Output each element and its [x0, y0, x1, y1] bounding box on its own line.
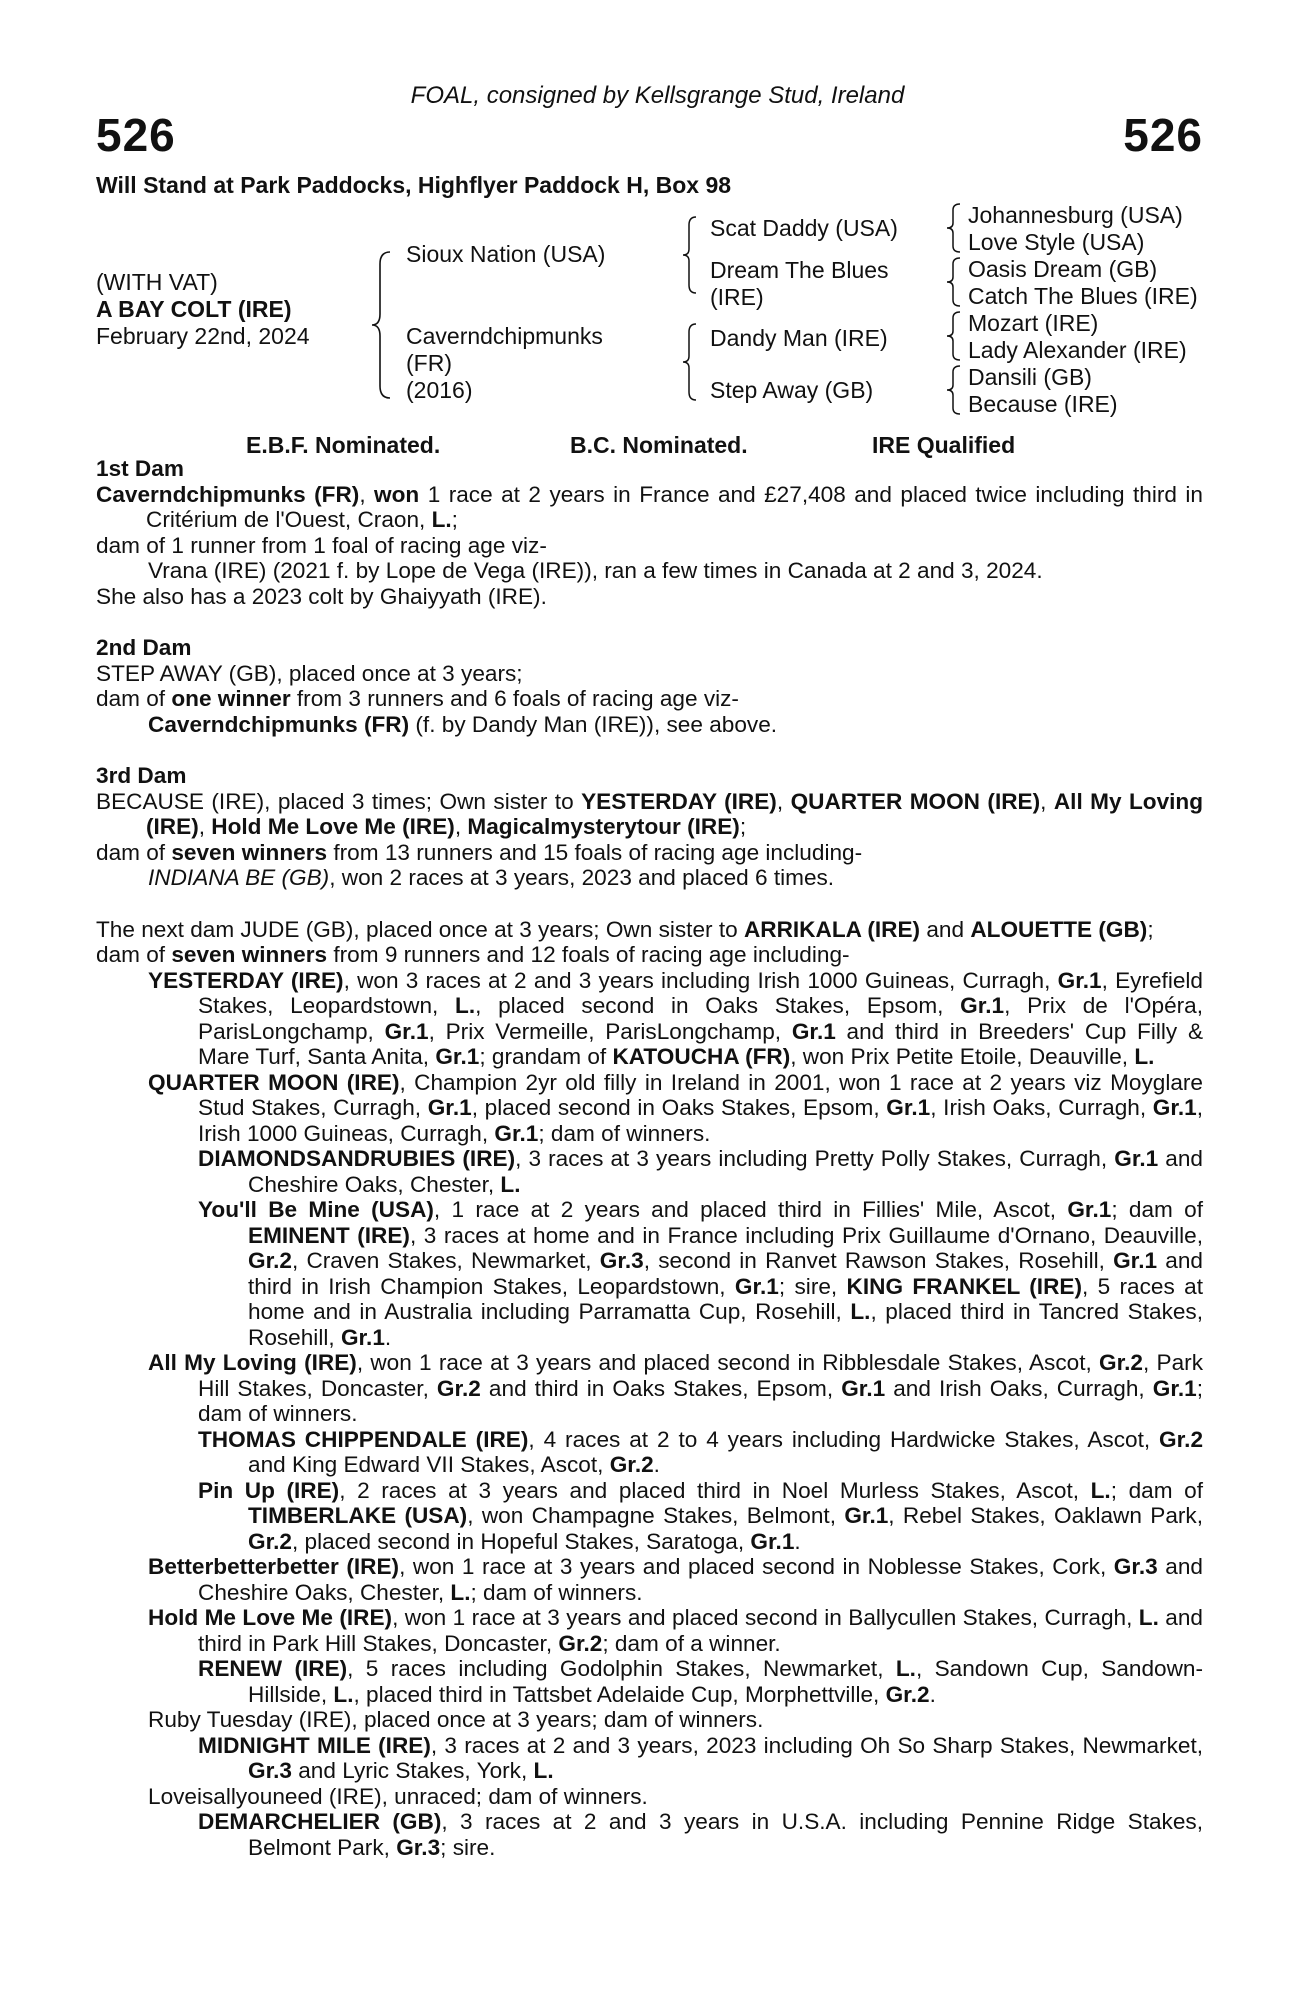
text-run: , 3 races at 3 years including Pretty Polly Stakes, Curragh,: [515, 1146, 1115, 1171]
bold-run: Betterbetterbetter (IRE): [148, 1554, 400, 1579]
bold-run: Gr.2: [558, 1630, 603, 1656]
produce-entry: [96, 1350, 1203, 1427]
bold-run: Gr.1: [886, 1095, 931, 1120]
text-run: .: [794, 1528, 801, 1554]
sibling-name: Magicalmysterytour (IRE): [467, 814, 740, 839]
vat-note: (WITH VAT): [96, 269, 218, 295]
bold-run: YESTERDAY (IRE): [148, 967, 344, 993]
pedigree-brace-sire: [680, 215, 700, 295]
first-dam-record: Caverndchipmunks (FR), won 1 race at 2 years in France and £27,408 and placed twice including third in Critérium de l'Ouest, Craon, L.;: [96, 481, 1203, 532]
bold-run: EMINENT (IRE): [248, 1222, 410, 1248]
text-run: and Irish Oaks, Curragh,: [885, 1375, 1153, 1401]
text: ,: [198, 814, 212, 839]
first-dam-heading: 1st Dam: [96, 456, 184, 481]
text-run: , Rebel Stakes, Oaklawn Park,: [888, 1503, 1204, 1528]
bold-run: Gr.2: [1159, 1426, 1204, 1452]
bold-run: Gr.1: [340, 1324, 385, 1350]
text: ;: [1147, 916, 1154, 942]
pedigree-dss: Mozart (IRE): [968, 310, 1099, 336]
text-run: .: [929, 1681, 936, 1707]
first-dam-won: won: [374, 481, 420, 507]
text-run: , 3 races at 2 and 3 years, 2023 including Oh So Sharp Stakes, Newmarket,: [430, 1732, 1203, 1758]
text-run: , won Prix Petite Etoile, Deauville,: [790, 1044, 1135, 1069]
stabling-location: Will Stand at Park Paddocks, Highflyer Paddock H, Box 98: [96, 172, 732, 198]
text-run: and third in Park Hill Stakes, Doncaster,: [198, 1605, 1203, 1656]
pedigree-brace-sd: [944, 256, 964, 308]
text-run: , Prix Vermeille, ParisLongchamp,: [428, 1018, 792, 1044]
text-run: ; dam of: [1110, 1477, 1203, 1503]
bc-nomination: B.C. Nominated.: [570, 432, 748, 458]
text-run: ; dam of winners.: [198, 1375, 1204, 1426]
horse-name: A BAY COLT (IRE): [96, 296, 292, 322]
bold-run: MIDNIGHT MILE (IRE): [198, 1732, 431, 1758]
pedigree-sire-sire: Scat Daddy (USA): [710, 215, 898, 241]
text-run: and King Edward VII Stakes, Ascot,: [248, 1452, 610, 1477]
produce-sub-entry: [96, 1197, 1203, 1350]
text-run: , 2 races at 3 years and placed third in Noel Murless Stakes, Ascot,: [339, 1477, 1091, 1503]
text-run: .: [384, 1324, 392, 1350]
text-run: , 4 races at 2 to 4 years including Hardwicke Stakes, Ascot,: [528, 1426, 1160, 1452]
text: dam of: [96, 839, 172, 865]
bold-run: L.: [333, 1681, 354, 1707]
bold-run: Gr.1: [1152, 1095, 1197, 1120]
bold-run: TIMBERLAKE (USA): [248, 1503, 468, 1528]
third-dam-foal: [96, 865, 1203, 891]
next-dam-record: [96, 917, 1203, 943]
produce-entry: [96, 1554, 1203, 1605]
text: , won 2 races at 3 years, 2023 and placed 6 times.: [329, 865, 835, 890]
produce-entry: [96, 968, 1203, 1070]
bold-run: Gr.1: [494, 1120, 539, 1146]
pedigree-brace-dam: [680, 322, 700, 402]
pedigree-dsd: Lady Alexander (IRE): [968, 337, 1187, 363]
pedigree-brace-ds: [944, 310, 964, 362]
text: BECAUSE (IRE), placed 3 times; Own sister to: [96, 788, 582, 814]
bold-run: THOMAS CHIPPENDALE (IRE): [198, 1426, 529, 1452]
text-run: , placed second in Oaks Stakes, Epsom,: [475, 993, 961, 1018]
text: from 3 runners and 6 foals of racing age viz-: [290, 686, 739, 711]
text: dam of: [96, 686, 172, 711]
bold-run: L.: [850, 1299, 871, 1324]
bold-run: Gr.1: [1067, 1197, 1112, 1222]
next-dam-produce-intro: [96, 942, 1203, 968]
text-run: , placed third in Tancred Stakes, Rosehill,: [248, 1299, 1204, 1350]
bold-run: Gr.1: [1152, 1375, 1197, 1401]
text-run: , 1 race at 2 years and placed third in Fillies' Mile, Ascot,: [433, 1197, 1068, 1222]
third-dam-produce-intro: [96, 840, 1203, 866]
bold-run: L.: [1090, 1477, 1111, 1503]
text-run: , Champion 2yr old filly in Ireland in 2001, won 1 race at 2 years viz Moyglare Stud Stakes, Curragh,: [198, 1069, 1203, 1120]
text-run: , Sandown Cup, Sandown-Hillside,: [248, 1656, 1203, 1707]
second-dam-heading: 2nd Dam: [96, 635, 192, 660]
bold-run: KING FRANKEL (IRE): [846, 1273, 1082, 1299]
pedigree-sire: Sioux Nation (USA): [406, 241, 606, 267]
first-dam-produce-intro: dam of 1 runner from 1 foal of racing age viz-: [96, 532, 547, 558]
bold-run: Gr.2: [248, 1528, 292, 1554]
pedigree-dam-sire: Dandy Man (IRE): [710, 325, 888, 351]
lot-number-left: 526: [96, 109, 176, 161]
consignment-line: FOAL, consigned by Kellsgrange Stud, Ireland: [410, 82, 905, 109]
bold-run: L.: [500, 1171, 521, 1197]
text-run: ; dam of: [1111, 1197, 1203, 1222]
family-text: [96, 456, 1203, 1860]
text-run: ; dam of a winner.: [602, 1630, 781, 1656]
text: (f. by Dandy Man (IRE)), see above.: [409, 711, 778, 737]
second-dam-produce-intro: [96, 686, 1203, 712]
bold-run: Gr.3: [248, 1758, 292, 1783]
produce-list: [96, 968, 1203, 1861]
bold-run: DIAMONDSANDRUBIES (IRE): [198, 1146, 516, 1171]
text-run: , placed third in Tattsbet Adelaide Cup, Morphettville,: [353, 1681, 886, 1707]
foaling-date: February 22nd, 2024: [96, 323, 310, 349]
text-run: , Park Hill Stakes, Doncaster,: [198, 1350, 1203, 1401]
bold-run: Gr.1: [791, 1018, 836, 1044]
bold-run: Gr.3: [396, 1834, 441, 1860]
bold-run: Hold Me Love Me (IRE): [148, 1605, 393, 1630]
produce-entry: [96, 1605, 1203, 1656]
bold-run: Gr.1: [750, 1528, 795, 1554]
pedigree-sdd: Catch The Blues (IRE): [968, 283, 1198, 309]
bold-run: Gr.1: [1114, 1146, 1159, 1171]
bold-run: Gr.1: [960, 993, 1005, 1018]
bold-run: RENEW (IRE): [198, 1656, 348, 1681]
pedigree-brace-main: [368, 250, 396, 400]
bold-run: Gr.2: [248, 1248, 292, 1273]
text-run: and Lyric Stakes, York,: [291, 1758, 534, 1783]
text-run: Ruby Tuesday (IRE), placed once at 3 years; dam of winners.: [148, 1707, 764, 1732]
ire-qualified: IRE Qualified: [872, 432, 1016, 458]
text: from 13 runners and 15 foals of racing age including-: [327, 839, 863, 865]
pedigree-dam-line2: (FR): [406, 350, 452, 376]
text: dam of: [96, 942, 172, 967]
pedigree-dam-dam: Step Away (GB): [710, 377, 874, 403]
text-run: ; sire.: [440, 1834, 496, 1860]
winners-count: one winner: [171, 686, 291, 711]
second-dam-record: STEP AWAY (GB), placed once at 3 years;: [96, 660, 523, 686]
first-dam-text: 1 race at 2 years in France and £27,408 and placed twice including third in Critérium de l'Ouest, Craon,: [146, 481, 1203, 532]
first-dam-text-end: ;: [451, 507, 458, 532]
pedigree-sire-dam-line2: (IRE): [710, 284, 764, 310]
first-dam-also: She also has a 2023 colt by Ghaiyyath (IRE).: [96, 583, 547, 609]
text-run: , placed second in Oaks Stakes, Epsom,: [471, 1095, 887, 1120]
text-run: , won 1 race at 3 years and placed second in Noblesse Stakes, Cork,: [399, 1554, 1114, 1579]
text-run: , 5 races at home and in Australia including Parramatta Cup, Rosehill,: [248, 1273, 1203, 1324]
pedigree-dam-line1: Caverndchipmunks: [406, 323, 603, 349]
text: The next dam JUDE (GB), placed once at 3 years; Own sister to: [96, 916, 744, 942]
sibling-name: ALOUETTE (GB): [970, 916, 1148, 942]
sibling-name: Hold Me Love Me (IRE): [211, 814, 455, 839]
text-run: and Cheshire Oaks, Chester,: [198, 1554, 1203, 1605]
bold-run: Gr.2: [885, 1681, 930, 1707]
sibling-name: QUARTER MOON (IRE): [790, 788, 1041, 814]
text-run: ; grandam of: [479, 1044, 613, 1069]
produce-entry: [96, 1070, 1203, 1147]
pedigree-brace-ss: [944, 202, 964, 254]
pedigree-ddd: Because (IRE): [968, 391, 1118, 417]
produce-sub-entry: [96, 1656, 1203, 1707]
bold-run: L.: [533, 1758, 554, 1783]
bold-run: Gr.3: [1113, 1554, 1158, 1579]
bold-run: All My Loving (IRE): [148, 1350, 357, 1375]
bold-run: Pin Up (IRE): [198, 1477, 340, 1503]
sibling-name: YESTERDAY (IRE): [581, 788, 777, 814]
pedigree-dam-line3: (2016): [406, 377, 473, 403]
bold-run: QUARTER MOON (IRE): [148, 1069, 400, 1095]
text-run: , second in Ranvet Rawson Stakes, Rosehill,: [643, 1248, 1114, 1273]
bold-run: L.: [895, 1656, 916, 1681]
text-run: , 5 races including Godolphin Stakes, Newmarket,: [347, 1656, 896, 1681]
text-run: ; dam of winners.: [470, 1579, 643, 1605]
second-dam-foal: [96, 712, 1203, 738]
bold-run: L.: [455, 993, 476, 1018]
bold-run: Gr.1: [384, 1018, 429, 1044]
pedigree-ssd: Love Style (USA): [968, 229, 1145, 255]
text-run: , placed second in Hopeful Stakes, Saratoga,: [291, 1528, 751, 1554]
text-run: , Irish Oaks, Curragh,: [930, 1095, 1153, 1120]
third-dam-heading: 3rd Dam: [96, 763, 187, 788]
third-dam-record: [96, 789, 1203, 840]
text-run: ; sire,: [778, 1273, 847, 1299]
bold-run: Gr.1: [427, 1095, 472, 1120]
bold-run: Gr.1: [435, 1044, 480, 1069]
bold-run: KATOUCHA (FR): [612, 1044, 791, 1069]
spacer: [96, 737, 1203, 763]
text-run: , won 1 race at 3 years and placed second in Ballycullen Stakes, Curragh,: [392, 1605, 1139, 1630]
bold-run: L.: [1134, 1044, 1155, 1069]
text-run: and Cheshire Oaks, Chester,: [248, 1146, 1204, 1197]
produce-sub-entry: [96, 1146, 1203, 1197]
pedigree-sire-dam-line1: Dream The Blues: [710, 257, 889, 283]
bold-run: Gr.1: [844, 1503, 889, 1528]
sibling-name: ARRIKALA (IRE): [743, 916, 921, 942]
sibling-name: All My Loving (IRE): [146, 788, 1204, 839]
bold-run: Gr.1: [1113, 1248, 1158, 1273]
text-run: and third in Breeders' Cup Filly & Mare Turf, Santa Anita,: [198, 1018, 1204, 1069]
bold-run: L.: [1138, 1605, 1159, 1630]
text-run: .: [653, 1452, 660, 1477]
lot-number-right: 526: [1123, 109, 1203, 161]
text-run: , 3 races at home and in France including Prix Guillaume d'Ornano, Deauville,: [409, 1222, 1203, 1248]
text-run: and third in Oaks Stakes, Epsom,: [480, 1375, 842, 1401]
bold-run: L.: [450, 1579, 471, 1605]
text-run: and third in Irish Champion Stakes, Leopardstown,: [248, 1248, 1203, 1299]
text-run: , Craven Stakes, Newmarket,: [291, 1248, 600, 1273]
bold-run: Gr.1: [841, 1375, 886, 1401]
winners-count: seven winners: [171, 839, 328, 865]
text-run: , won Champagne Stakes, Belmont,: [467, 1503, 845, 1528]
text-run: ; dam of winners.: [538, 1120, 711, 1146]
produce-sub-entry: [96, 1733, 1203, 1784]
produce-sub-entry: [96, 1427, 1203, 1478]
pedigree-sds: Oasis Dream (GB): [968, 256, 1158, 282]
winners-count: seven winners: [171, 942, 328, 967]
pedigree-dds: Dansili (GB): [968, 364, 1092, 390]
pedigree-sss: Johannesburg (USA): [968, 202, 1183, 228]
text: and: [920, 916, 971, 942]
bold-run: Gr.2: [609, 1452, 654, 1477]
produce-sub-entry: [96, 1478, 1203, 1555]
bold-run: You'll Be Mine (USA): [198, 1197, 434, 1222]
first-dam-name: Caverndchipmunks (FR): [96, 481, 360, 507]
bold-run: Gr.1: [1057, 967, 1102, 993]
foal-name: INDIANA BE (GB): [148, 865, 330, 890]
pedigree-brace-dd: [944, 364, 964, 416]
text: ;: [739, 814, 747, 839]
produce-entry: [96, 1707, 1203, 1733]
first-dam-foal: Vrana (IRE) (2021 f. by Lope de Vega (IRE)), ran a few times in Canada at 2 and 3, 2024.: [148, 558, 1043, 583]
listed-label: L.: [431, 507, 452, 532]
spacer: [96, 609, 1203, 635]
produce-entry: [96, 1784, 1203, 1810]
text-run: , Eyrefield Stakes, Leopardstown,: [198, 967, 1203, 1018]
bold-run: DEMARCHELIER (GB): [198, 1809, 442, 1834]
foal-name: Caverndchipmunks (FR): [148, 711, 410, 737]
text-run: Loveisallyouneed (IRE), unraced; dam of winners.: [148, 1783, 648, 1809]
text-run: , won 3 races at 2 and 3 years including Irish 1000 Guineas, Curragh,: [343, 967, 1058, 993]
text: ,: [776, 788, 791, 814]
bold-run: Gr.3: [599, 1248, 644, 1273]
bold-run: Gr.1: [734, 1273, 779, 1299]
produce-sub-entry: [96, 1809, 1203, 1860]
text: ,: [454, 814, 468, 839]
ebf-nomination: E.B.F. Nominated.: [246, 432, 441, 458]
text-run: , Irish 1000 Guineas, Curragh,: [198, 1095, 1204, 1146]
bold-run: Gr.2: [1099, 1350, 1143, 1375]
text: from 9 runners and 12 foals of racing age including-: [327, 942, 850, 967]
text-run: , Prix de l'Opéra, ParisLongchamp,: [198, 993, 1203, 1044]
text-run: , 3 races at 2 and 3 years in U.S.A. including Pennine Ridge Stakes, Belmont Park,: [248, 1809, 1203, 1860]
bold-run: Gr.2: [436, 1375, 481, 1401]
spacer: [96, 891, 1203, 917]
text: ,: [1040, 788, 1054, 814]
text-run: , won 1 race at 3 years and placed second in Ribblesdale Stakes, Ascot,: [356, 1350, 1100, 1375]
